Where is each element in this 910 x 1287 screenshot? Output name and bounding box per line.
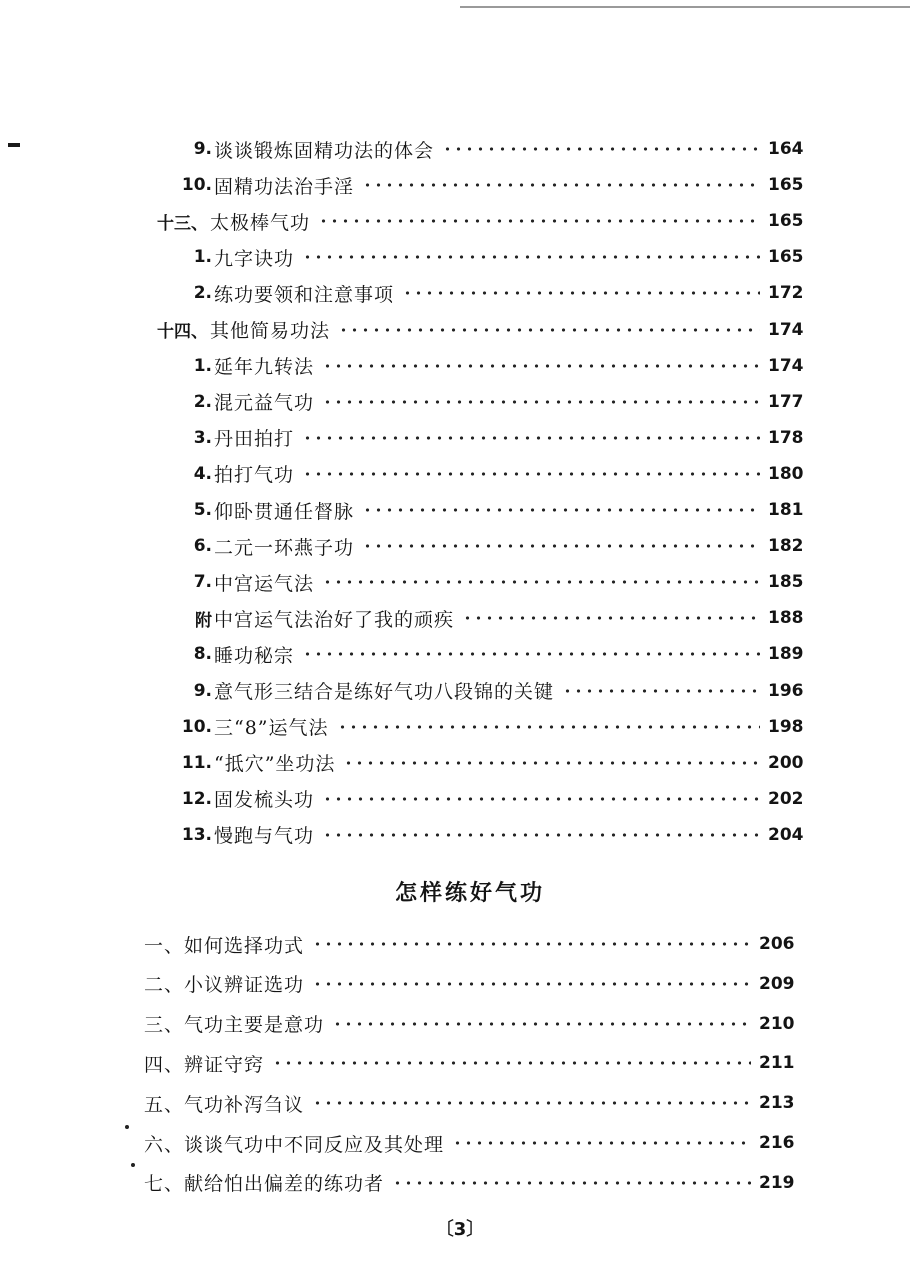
entry-page: 210 [759,1013,795,1034]
dot-leader [562,688,760,694]
dot-leader [312,941,751,947]
dot-leader [302,651,760,657]
entry-number: 10. [181,175,212,196]
entry-number: 十四、 [157,322,208,342]
entry-title: 中宫运气法 [214,572,315,595]
entry-number: 十三、 [157,213,208,234]
entry-title: 延年九转法 [214,356,315,379]
entry-title: 二元一环燕子功 [214,536,355,559]
entry-title: 意气形三结合是练好气功八段锦的关键 [214,681,555,703]
entry-title: 二、小议辨证选功 [144,974,305,997]
entry-title: 其他简易功法 [210,320,331,342]
toc-entry [160,239,806,275]
entry-page: 177 [768,391,804,412]
entry-page: 209 [759,973,795,994]
entry-number: 8. [193,644,212,665]
entry-title: 四、辨证守窍 [144,1053,265,1076]
dot-leader [337,724,760,730]
toc-entry [160,709,806,745]
entry-page: 164 [768,139,804,159]
entry-title: 中宫运气法治好了我的顽疾 [214,608,455,631]
entry-title: 谈谈锻炼固精功法的体会 [214,139,435,162]
toc-entry [160,456,806,492]
entry-page: 174 [768,355,804,376]
entry-page: 181 [768,500,804,520]
entry-number: 11. [181,752,212,773]
entry-title: 仰卧贯通任督脉 [214,500,355,523]
dot-leader [332,1021,751,1027]
dot-leader [272,1060,751,1066]
entry-page: 172 [768,283,804,304]
entry-title: 慢跑与气功 [214,825,315,848]
entry-number: 7. [193,572,212,593]
dot-leader [302,471,760,477]
entry-number: 10. [181,716,212,737]
dot-leader [402,290,760,296]
entry-title: “抵穴”坐功法 [214,753,336,776]
toc-entry [142,926,797,962]
entry-page: 196 [768,680,804,701]
dot-leader [318,218,760,224]
dot-leader [322,832,760,838]
entry-title: 一、如何选择功式 [144,934,305,957]
page-number: 〔3〕 [435,1219,485,1240]
entry-title: 固发梳头功 [214,789,315,812]
entry-page: 202 [768,788,804,809]
entry-title: 睡功秘宗 [214,644,295,667]
entry-title: 九字诀功 [214,247,295,270]
toc-entry [160,673,806,709]
entry-number: 1. [193,355,212,376]
entry-title: 三、气功主要是意功 [144,1014,325,1037]
entry-number: 2. [193,283,212,304]
toc-entry [160,420,806,456]
entry-number: 2. [193,391,212,412]
entry-title: 五、气功补泻刍议 [144,1093,305,1116]
dot-leader [322,579,760,585]
entry-number: 3. [193,427,212,448]
speck [125,1125,129,1129]
margin-mark [8,143,20,147]
entry-number: 9. [193,139,212,159]
toc-entry [142,1006,797,1042]
dot-leader [312,981,751,987]
dot-leader [343,760,760,766]
dot-leader [302,435,760,441]
speck [131,1163,135,1167]
entry-page: 180 [768,463,804,484]
dot-leader [362,182,760,188]
toc-entry [160,131,806,167]
entry-page: 189 [768,644,804,665]
entry-page: 200 [768,752,804,773]
entry-page: 206 [759,934,795,954]
dot-leader [322,796,760,802]
entry-number: 12. [181,788,212,809]
entry-page: 198 [768,716,804,737]
entry-page: 211 [759,1053,795,1074]
toc-entry [160,275,806,311]
toc-entry [160,167,806,203]
toc-entry [160,384,806,420]
dot-leader [302,254,760,260]
dot-leader [452,1140,751,1146]
entry-page: 188 [768,608,804,629]
toc-entry [142,1085,797,1121]
toc-entry [142,966,797,1002]
toc-entry [160,348,806,384]
toc-entry [160,817,806,853]
toc-entry [142,1165,797,1201]
toc-entry [142,1125,797,1161]
entry-page: 165 [768,211,804,232]
entry-number: 6. [193,536,212,557]
entry-page: 178 [768,427,804,448]
toc-entry [160,528,806,564]
entry-number: 4. [193,463,212,484]
dot-leader [312,1100,751,1106]
entry-number: 9. [193,680,212,701]
entry-number: 5. [193,500,212,520]
dot-leader [462,615,760,621]
section-title: 怎样练好气功 [394,881,545,906]
entry-title: 丹田拍打 [214,428,295,451]
entry-page: 204 [768,824,804,845]
dot-leader [362,507,760,513]
top-rule [460,6,910,8]
entry-title: 固精功法治手淫 [214,175,355,198]
entry-page: 219 [759,1172,795,1193]
entry-page: 174 [768,319,804,340]
entry-title: 练功要领和注意事项 [214,283,395,306]
entry-number: 1. [193,247,212,268]
dot-leader [322,363,760,369]
entry-title: 太极棒气功 [210,211,311,234]
entry-title: 七、献给怕出偏差的练功者 [144,1173,385,1196]
dot-leader [362,543,760,549]
entry-page: 165 [768,175,804,196]
toc-entry [160,492,806,528]
entry-title: 混元益气功 [214,392,315,415]
dot-leader [442,146,760,152]
dot-leader [322,399,760,405]
toc-entry [150,203,806,239]
entry-title: 六、谈谈气功中不同反应及其处理 [144,1133,445,1156]
entry-number: 附 [195,610,212,631]
toc-entry [160,564,806,600]
toc-entry [160,636,806,672]
toc-entry [160,600,806,636]
dot-leader [392,1180,751,1186]
entry-page: 165 [768,247,804,268]
entry-title: 三“8”运气法 [214,717,329,740]
entry-title: 拍打气功 [214,464,295,487]
entry-page: 213 [759,1093,795,1114]
toc-entry [150,312,806,348]
toc-entry [160,781,806,817]
entry-page: 182 [768,536,804,557]
toc-entry [142,1045,797,1081]
entry-page: 185 [768,572,804,593]
entry-page: 216 [759,1133,795,1153]
dot-leader [338,327,760,333]
entry-number: 13. [181,824,212,845]
toc-entry [160,745,806,781]
